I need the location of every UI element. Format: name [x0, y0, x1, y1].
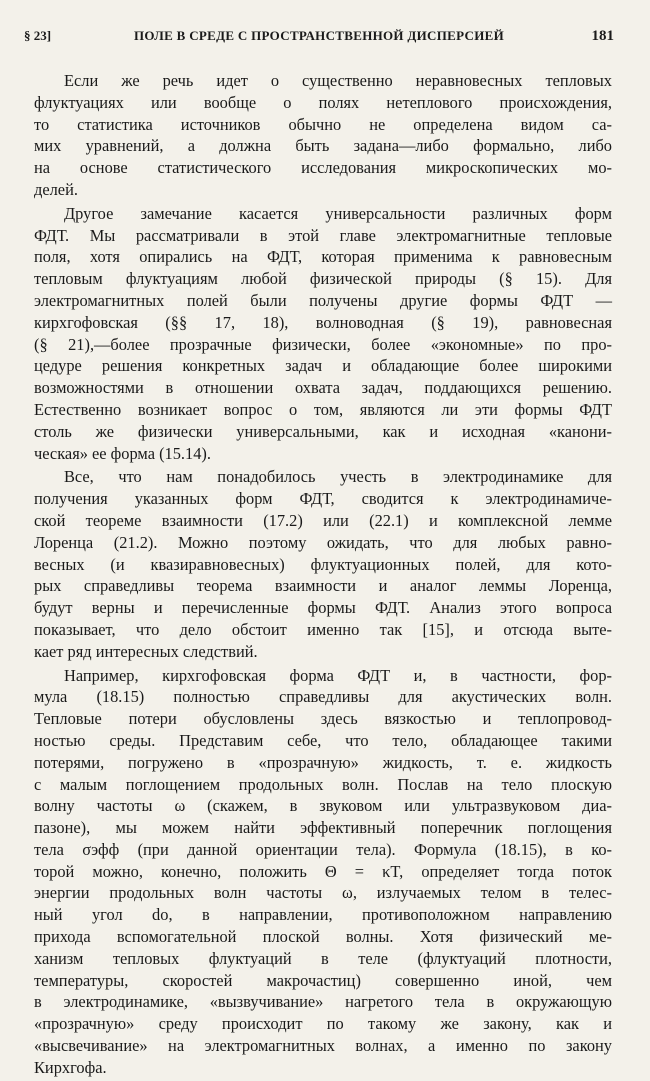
- text-line: столь же физически универсальными, как и исходная «канони-: [34, 421, 612, 441]
- body-text: [34, 70, 612, 1081]
- text-line: ханизм тепловых флуктуаций в теле (флуктуаций плотности,: [34, 948, 612, 968]
- text-line: флуктуациях или вообще о полях нетеплового происхождения,: [34, 92, 612, 112]
- text-line: энергии продольных волн частоты ω, излучаемых телом в телес-: [34, 883, 612, 903]
- text-line: с малым поглощением продольных волн. Послав на тело плоскую: [34, 774, 612, 794]
- text-line: ческая» ее форма (15.14).: [34, 443, 211, 463]
- chapter-title: ПОЛЕ В СРЕДЕ С ПРОСТРАНСТВЕННОЙ ДИСПЕРСИЕЙ: [134, 28, 504, 43]
- text-line: то статистика источников обычно не определена видом са-: [34, 114, 612, 134]
- text-line: поля, хотя опирались на ФДТ, которая применима к равновесным: [34, 247, 612, 267]
- text-line: температуры, скоростей макрочастиц) совершенно иной, чем: [34, 970, 612, 990]
- text-line: тела σэфф (при данной ориентации тела). Формула (18.15), в ко-: [34, 839, 612, 859]
- paragraph: [34, 466, 612, 662]
- text-line: в электродинамике, «вызвучивание» нагретого тела в окружающую: [34, 992, 612, 1012]
- section-number: § 23]: [24, 28, 52, 43]
- text-line: мих уравнений, а должна быть задана—либо формально, либо: [34, 136, 612, 156]
- text-line: Если же речь идет о существенно неравновесных тепловых: [64, 71, 612, 90]
- text-line: потерями, погружено в «прозрачную» жидкость, т. е. жидкость: [34, 752, 612, 772]
- text-line: делей.: [34, 179, 78, 199]
- text-line: показывает, что дело обстоит именно так [15], и отсюда выте-: [34, 619, 612, 639]
- text-line: торой можно, конечно, положить Θ = κT, определяет тогда поток: [34, 861, 612, 881]
- text-line: на основе статистического исследования микроскопических мо-: [34, 158, 612, 178]
- text-line: Все, что нам понадобилось учесть в электродинамике для: [64, 467, 612, 487]
- text-line: Лоренца (21.2). Можно поэтому ожидать, что для любых равно-: [34, 532, 612, 552]
- text-line: возможностями в отношении охвата задач, поддающихся решению.: [34, 378, 612, 398]
- text-line: (§ 21),—более прозрачные физически, более «экономные» по про-: [34, 334, 612, 354]
- paragraph: [34, 203, 612, 465]
- text-line: получения указанных форм ФДТ, сводится к электродинамиче-: [34, 489, 612, 509]
- text-line: кает ряд интересных следствий.: [34, 641, 258, 661]
- text-line: Например, кирхгофовская форма ФДТ и, в частности, фор-: [64, 665, 612, 685]
- text-line: прихода вспомогательной плоской волны. Хотя физический ме-: [34, 927, 612, 947]
- text-line: Тепловые потери обусловлены здесь вязкостью и теплопровод-: [34, 709, 612, 729]
- text-line: Естественно возникает вопрос о том, являются ли эти формы ФДТ: [34, 399, 612, 419]
- text-line: ФДТ. Мы рассматривали в этой главе электромагнитные тепловые: [34, 225, 612, 245]
- text-line: электромагнитных полей были получены другие формы ФДТ —: [34, 290, 612, 310]
- paragraph: [34, 665, 612, 1079]
- text-line: кирхгофовская (§§ 17, 18), волноводная (§ 19), равновесная: [34, 312, 612, 332]
- text-line: цедуре решения конкретных задач и обладающие более широкими: [34, 356, 612, 376]
- text-line: «прозрачную» среду происходит по такому же закону, как и: [34, 1014, 612, 1034]
- text-line: ный угол dο, в направлении, противоположном направлению: [34, 905, 612, 925]
- text-line: мула (18.15) полностью справедливы для акустических волн.: [34, 687, 612, 707]
- paragraph: [34, 70, 612, 201]
- text-line: тепловым флуктуациям любой физической природы (§ 15). Для: [34, 269, 612, 289]
- text-line: будут верны и перечисленные формы ФДТ. Анализ этого вопроса: [34, 598, 612, 618]
- text-line: ской теореме взаимности (17.2) или (22.1) и комплексной лемме: [34, 510, 612, 530]
- text-line: Кирхгофа.: [34, 1057, 107, 1077]
- text-line: волну частоты ω (скажем, в звуковом или ультразвуковом диа-: [34, 796, 612, 816]
- text-line: Другое замечание касается универсальности различных форм: [64, 203, 612, 223]
- running-head: [24, 28, 614, 54]
- text-line: «высвечивание» на электромагнитных волнах, а именно по закону: [34, 1036, 612, 1056]
- text-line: пазоне), мы можем найти эффективный поперечник поглощения: [34, 818, 612, 838]
- text-line: ностью среды. Представим себе, что тело, обладающее такими: [34, 730, 612, 750]
- text-line: весных (и квазиравновесных) флуктуационных полей, для кото-: [34, 554, 612, 574]
- page-number: 181: [591, 28, 614, 44]
- text-line: рых справедливы теорема взаимности и аналог леммы Лоренца,: [34, 576, 612, 596]
